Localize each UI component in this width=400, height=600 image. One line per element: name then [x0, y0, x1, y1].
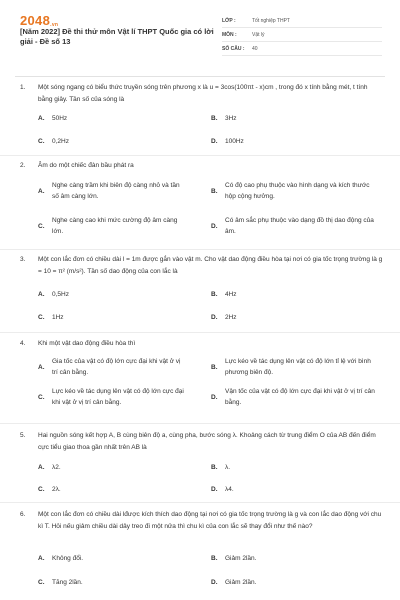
option-text: Không đổi. — [52, 555, 84, 562]
option-key: D. — [211, 138, 218, 145]
header-divider — [15, 76, 385, 77]
option-d[interactable] — [211, 136, 381, 147]
option-key: A. — [38, 291, 45, 298]
option-text: 2λ. — [52, 486, 61, 493]
option-key: B. — [211, 555, 218, 562]
option-key: A. — [38, 187, 45, 195]
document-meta — [222, 14, 382, 56]
option-a[interactable] — [38, 356, 188, 378]
option-key: D. — [211, 314, 218, 321]
option-key: B. — [211, 363, 218, 371]
option-key: C. — [38, 486, 45, 493]
option-text: Vận tốc của vật có độ lớn cực đại khi vật ở vị trí cân bằng. — [225, 388, 375, 406]
option-key: A. — [38, 115, 45, 122]
option-text: 100Hz — [225, 138, 244, 145]
logo-suffix: .vn — [50, 22, 59, 28]
question-number: 3. — [20, 256, 26, 263]
question-number: 2. — [20, 162, 26, 169]
document-title: [Năm 2022] Đề thi thử môn Vật lí THPT Quốc gia có lời giải - Đề số 13 — [20, 27, 214, 46]
question-text: Một con lắc đơn có chiều dài lđược kích thích dao động tại nơi có gia tốc trọng trường là g và con lắc dao động với chu kì T. Hỏi nếu giảm chiều dài dây treo đi một nửa thì chu kì của con lắc sẽ thay đổi như thế nào? — [38, 511, 382, 530]
option-key: B. — [211, 187, 218, 195]
question-divider — [0, 155, 400, 156]
option-key: B. — [211, 464, 218, 471]
option-text: Tăng 2lần. — [52, 579, 83, 586]
option-text: 0,5Hz — [52, 291, 69, 298]
option-text: Nghe càng cao khi mức cường độ âm càng lớn. — [52, 217, 178, 235]
option-text: 0,2Hz — [52, 138, 69, 145]
option-key: A. — [38, 555, 45, 562]
option-d[interactable] — [211, 577, 381, 588]
option-text: Giảm 2lần. — [225, 555, 257, 562]
option-d[interactable] — [211, 386, 381, 408]
question-number: 1. — [20, 84, 26, 91]
question-divider — [0, 502, 400, 503]
option-text: Giảm 2lần. — [225, 579, 257, 586]
question-number: 5. — [20, 432, 26, 439]
option-d[interactable] — [211, 484, 381, 495]
option-key: A. — [38, 363, 45, 371]
option-text: 1Hz — [52, 314, 64, 321]
option-key: C. — [38, 314, 45, 321]
option-c[interactable] — [38, 484, 188, 495]
option-a[interactable] — [38, 180, 188, 202]
option-key: C. — [38, 222, 45, 230]
question-text: Âm do một chiếc đàn bầu phát ra — [38, 162, 134, 169]
option-key: C. — [38, 393, 45, 401]
option-key: A. — [38, 464, 45, 471]
question-text: Một sóng ngang có biểu thức truyền sóng trên phương x là u = 3cos(100πt - x)cm , trong đó x tính bằng mét, t tính bằng giây. Tần số của sóng là — [38, 84, 368, 103]
option-c[interactable] — [38, 386, 188, 408]
option-a[interactable] — [38, 289, 188, 300]
option-b[interactable] — [211, 113, 381, 124]
document-header — [0, 0, 400, 70]
option-key: B. — [211, 291, 218, 298]
option-key: C. — [38, 579, 45, 586]
meta-value: Vật lý — [252, 31, 265, 38]
option-b[interactable] — [211, 289, 381, 300]
logo-text: 2048 — [20, 13, 51, 28]
option-key: C. — [38, 138, 45, 145]
meta-label: SỐ CÂU : — [222, 45, 245, 52]
option-text: λ4. — [225, 486, 234, 493]
question-text: Hai nguồn sóng kết hợp A, B cùng biên độ a, cùng pha, bước sóng λ. Khoảng cách từ trung điểm O của AB đến điểm cực tiểu giao thoa gần nhất trên AB là — [38, 432, 376, 451]
meta-class — [222, 14, 382, 28]
meta-label: MÔN : — [222, 31, 237, 38]
meta-value: Tốt nghiệp THPT — [252, 17, 290, 24]
option-text: 3Hz — [225, 115, 237, 122]
option-b[interactable] — [211, 180, 381, 202]
option-text: 4Hz — [225, 291, 237, 298]
option-text: Lực kéo về tác dụng lên vật có độ lớn cực đại khi vật ở vị trí cân bằng. — [52, 388, 184, 406]
option-text: 50Hz — [52, 115, 68, 122]
option-text: λ2. — [52, 464, 61, 471]
option-c[interactable] — [38, 312, 188, 323]
option-c[interactable] — [38, 577, 188, 588]
option-text: Có âm sắc phụ thuộc vào dạng đồ thị dao động của âm. — [225, 217, 374, 235]
option-text: Gia tốc của vật có độ lớn cực đại khi vật ở vị trí cân bằng. — [52, 358, 181, 376]
site-logo[interactable] — [20, 13, 58, 28]
meta-subject — [222, 28, 382, 42]
option-key: D. — [211, 393, 218, 401]
option-text: 2Hz — [225, 314, 237, 321]
option-text: Có độ cao phụ thuộc vào hình dạng và kích thước hộp cộng hưởng. — [225, 182, 370, 200]
option-b[interactable] — [211, 553, 381, 564]
option-text: Nghe càng trầm khi biên độ càng nhỏ và tần số âm càng lớn. — [52, 182, 180, 200]
question-divider — [0, 249, 400, 250]
question-divider — [0, 332, 400, 333]
option-d[interactable] — [211, 312, 381, 323]
question-number: 4. — [20, 340, 26, 347]
option-d[interactable] — [211, 215, 381, 237]
question-divider — [0, 423, 400, 424]
meta-label: LỚP : — [222, 17, 236, 24]
question-text: Khi một vật dao động điều hòa thì — [38, 340, 136, 347]
option-b[interactable] — [211, 356, 381, 378]
option-key: D. — [211, 222, 218, 230]
meta-question-count — [222, 42, 382, 56]
option-a[interactable] — [38, 113, 188, 124]
option-a[interactable] — [38, 462, 188, 473]
option-c[interactable] — [38, 136, 188, 147]
meta-value: 40 — [252, 45, 258, 52]
option-key: D. — [211, 486, 218, 493]
option-b[interactable] — [211, 462, 381, 473]
option-text: λ. — [225, 464, 231, 471]
option-a[interactable] — [38, 553, 188, 564]
option-text: Lực kéo về tác dụng lên vật có độ lớn tỉ lệ với bình phương biên độ. — [225, 358, 371, 376]
option-key: B. — [211, 115, 218, 122]
option-c[interactable] — [38, 215, 188, 237]
question-text: Một con lắc đơn có chiều dài l = 1m được gắn vào vật m. Cho vật dao động điều hòa tại nơi có gia tốc trọng trường là g = 10 = π² (m/s²). Tần số dao động của con lắc là — [38, 256, 383, 275]
option-key: D. — [211, 579, 218, 586]
question-number: 6. — [20, 511, 26, 518]
